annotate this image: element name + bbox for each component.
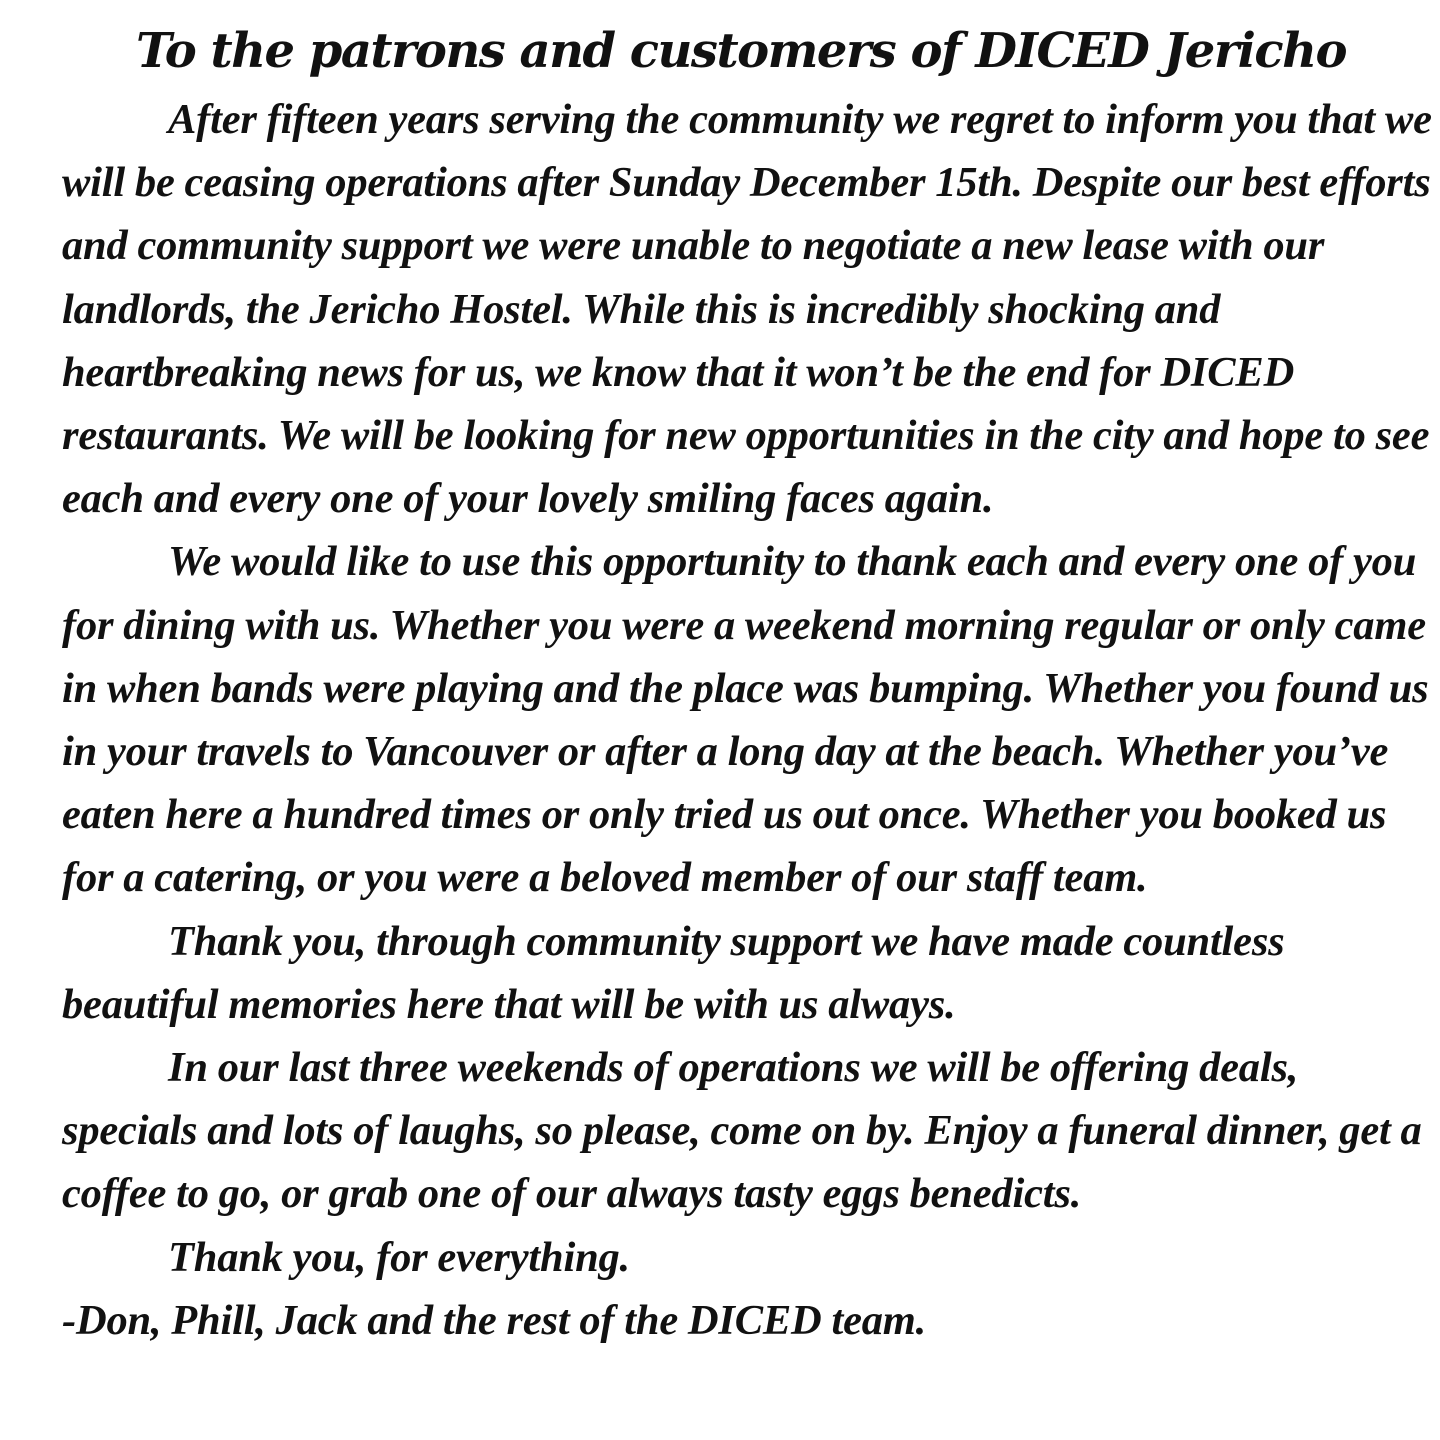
signature: -Don, Phill, Jack and the rest of the DICED team. <box>62 1296 927 1344</box>
paragraph-thanks-diners: We would like to use this opportunity to thank each and every one of you for dining with us. Whether you were a weekend morning regular or only came in when bands were playing and the place was bumping. Whether you found us in your travels to Vancouver or after a long day at the beach. Whether you’ve eaten here a hundred times or only tried us out once. Whether you booked us for a catering, or you were a beloved member of our staff team. <box>62 538 1429 902</box>
paragraph-final-weekends: In our last three weekends of operations we will be offering deals, specials and lots of laughs, so please, come on by. Enjoy a funeral dinner, get a coffee to go, or grab one of our always tasty eggs benedicts. <box>62 1044 1422 1218</box>
paragraph-thank-you: Thank you, for everything. <box>168 1233 630 1281</box>
letter-title: To the patrons and customers of DICED Jericho <box>136 23 1346 79</box>
letter <box>62 14 1432 1352</box>
paragraph-announcement: After fifteen years serving the community we regret to inform you that we will be ceasing operations after Sunday December 15th. Despite our best efforts and community support we were unable to negotiate a new lease with our landlords, the Jericho Hostel. While this is incredibly shocking and heartbreaking news for us, we know that it won’t be the end for DICED restaurants. We will be looking for new opportunities in the city and hope to see each and every one of your lovely smiling faces again. <box>62 96 1432 523</box>
paragraph-memories: Thank you, through community support we have made countless beautiful memories here that will be with us always. <box>62 917 1285 1028</box>
